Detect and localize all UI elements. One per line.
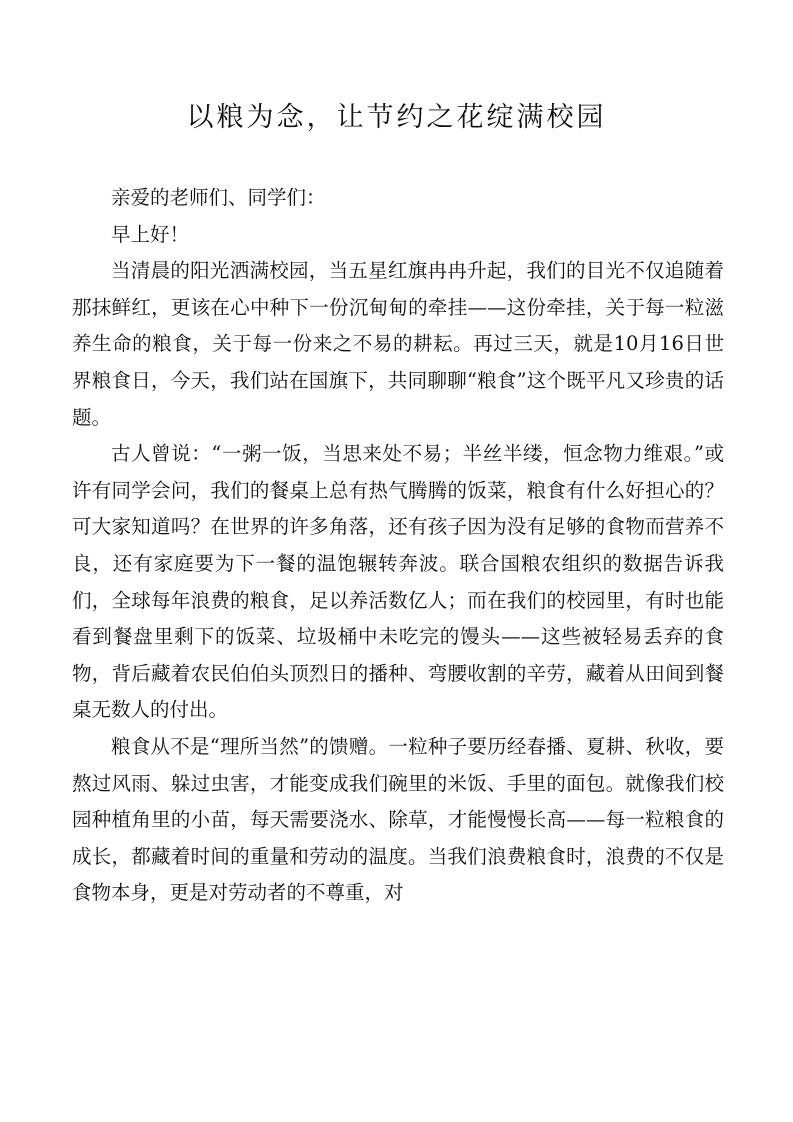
- paragraph-2: 古人曾说：“一粥一饭，当思来处不易；半丝半缕，恒念物力维艰。”或许有同学会问，我们的餐桌上总有热气腾腾的饭菜，粮食有什么好担心的？可大家知道吗？在世界的许多角落，还有孩子因为没有足够的食物而营养不良，还有家庭要为下一餐的温饱辗转奔波。联合国粮农组织的数据告诉我们，全球每年浪费的粮食，足以养活数亿人；而在我们的校园里，有时也能看到餐盘里剩下的饭菜、垃圾桶中未吃完的馒头——这些被轻易丢弃的食物，背后藏着农民伯伯头顶烈日的播种、弯腰收割的辛劳，藏着从田间到餐桌无数人的付出。: [72, 442, 724, 722]
- document-body: [72, 180, 724, 912]
- salutation: 亲爱的老师们、同学们：: [111, 186, 326, 209]
- document-title: 以粮为念，让节约之花绽满校园: [186, 102, 607, 133]
- paragraph-1: 当清晨的阳光洒满校园，当五星红旗冉冉升起，我们的目光不仅追随着那抹鲜红，更该在心中种下一份沉甸甸的牵挂——这份牵挂，关于每一粒滋养生命的粮食，关于每一份来之不易的耕耘。再过三天，就是10月16日世界粮食日，今天，我们站在国旗下，共同聊聊“粮食”这个既平凡又珍贵的话题。: [72, 259, 724, 429]
- greeting: 早上好！: [111, 222, 190, 246]
- paragraph-3: 粮食从不是“理所当然”的馈赠。一粒种子要历经春播、夏耕、秋收，要熬过风雨、躲过虫害，才能变成我们碗里的米饭、手里的面包。就像我们校园种植角里的小苗，每天需要浇水、除草，才能慢慢长高——每一粒粮食的成长，都藏着时间的重量和劳动的温度。当我们浪费粮食时，浪费的不仅是食物本身，更是对劳动者的不尊重，对: [72, 734, 724, 905]
